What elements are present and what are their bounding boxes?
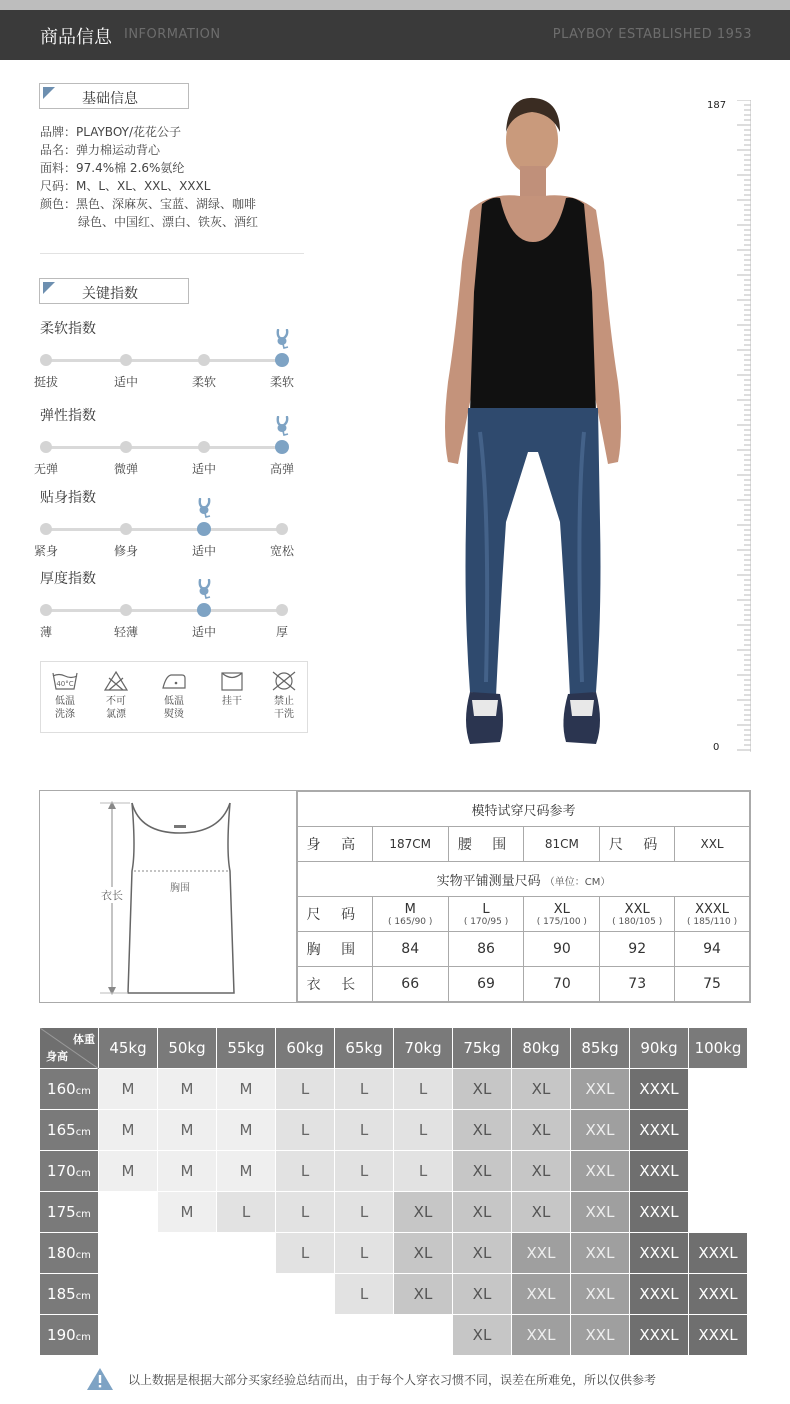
no-dryclean-icon [270, 670, 298, 692]
size-col [448, 897, 524, 932]
height-unit: cm [75, 1127, 91, 1138]
grid-cell: L [335, 1151, 394, 1192]
grid-cell [158, 1274, 217, 1315]
grid-height-header [40, 1069, 99, 1110]
model-waist: 81CM [524, 827, 600, 862]
index-title: 弹性指数 [40, 408, 96, 424]
chest-value: 84 [372, 932, 448, 967]
grid-cell [217, 1315, 276, 1356]
chest-value: 92 [600, 932, 675, 967]
index-dot-selected [275, 440, 289, 454]
length-value: 73 [600, 967, 675, 1002]
corner-weight-label: 体重 [73, 1033, 95, 1046]
index-level-label: 修身 [113, 544, 138, 558]
index-level-label: 轻薄 [113, 625, 138, 639]
care-label: 干洗 [274, 709, 294, 720]
care-item-hang [208, 670, 256, 708]
grid-cell [276, 1315, 335, 1356]
grid-height-header [40, 1274, 99, 1315]
header-brand: PLAYBOY ESTABLISHED 1953 [552, 27, 752, 42]
top-strip [0, 0, 790, 10]
grid-cell [158, 1233, 217, 1274]
basic-info-tag [39, 83, 189, 109]
grid-cell: XXL [512, 1233, 571, 1274]
ruler-bottom-label: 0 [713, 742, 720, 753]
wash-40-icon [52, 670, 78, 692]
grid-cell: L [335, 1069, 394, 1110]
index-dot [276, 604, 288, 616]
grid-weight-header: 90kg [630, 1028, 689, 1069]
grid-height-header [40, 1151, 99, 1192]
grid-cell [217, 1274, 276, 1315]
size-table [297, 791, 750, 1002]
grid-cell: XXL [571, 1069, 630, 1110]
size-spec: ( 165/90 ) [388, 916, 433, 927]
corner-triangle-icon [43, 87, 55, 99]
info-sizes: 尺码：M、L、XL、XXL、XXXL [40, 179, 211, 193]
grid-cell: XXXL [630, 1110, 689, 1151]
grid-cell: M [99, 1110, 158, 1151]
grid-cell: L [276, 1192, 335, 1233]
length-value: 66 [372, 967, 448, 1002]
index-dot [40, 604, 52, 616]
height-unit: cm [75, 1250, 91, 1261]
chest-value: 94 [675, 932, 750, 967]
grid-cell: XL [453, 1233, 512, 1274]
index-level-label: 紧身 [33, 544, 58, 558]
grid-weight-header: 70kg [394, 1028, 453, 1069]
grid-weight-header: 45kg [99, 1028, 158, 1069]
grid-weight-header: 100kg [689, 1028, 748, 1069]
key-index-tag [39, 278, 189, 304]
grid-cell: XL [512, 1069, 571, 1110]
index-level-label: 适中 [191, 625, 216, 639]
disclaimer [86, 1367, 657, 1391]
size-label: 尺 码 [600, 827, 675, 862]
grid-row [40, 1110, 748, 1151]
size-name: XXL [624, 901, 650, 917]
height-value: 180 [47, 1244, 76, 1262]
grid-cell: M [158, 1151, 217, 1192]
index-track [46, 609, 282, 612]
grid-weight-header: 80kg [512, 1028, 571, 1069]
index-track [46, 446, 282, 449]
grid-cell: XXXL [630, 1315, 689, 1356]
info-colors-cont: 绿色、中国红、漂白、铁灰、酒红 [78, 215, 259, 229]
size-reference-box [39, 790, 751, 1003]
chest-value: 86 [448, 932, 524, 967]
chest-value: 90 [524, 932, 600, 967]
disclaimer-text: 以上数据是根据大部分买家经验总结而出，由于每个人穿衣习惯不同，误差在所难免，所以仅供参考 [128, 1373, 657, 1387]
grid-cell: XXXL [630, 1233, 689, 1274]
index-dot [120, 441, 132, 453]
model-photo [420, 92, 660, 752]
no-bleach-icon [103, 670, 129, 692]
grid-cell: XL [453, 1315, 512, 1356]
grid-cell: XL [512, 1151, 571, 1192]
size-name: L [482, 901, 490, 917]
care-item-bleach [92, 670, 140, 721]
index-level-label: 适中 [191, 462, 216, 476]
height-value: 160 [47, 1080, 76, 1098]
grid-row [40, 1233, 748, 1274]
grid-cell: XXL [571, 1151, 630, 1192]
grid-cell [99, 1315, 158, 1356]
model-size: XXL [675, 827, 750, 862]
size-col [524, 897, 600, 932]
grid-cell: M [158, 1069, 217, 1110]
grid-cell: L [394, 1151, 453, 1192]
measure-title: 实物平铺测量尺码 [436, 873, 541, 889]
chest-row-label: 胸 围 [298, 932, 373, 967]
index-dot-selected [197, 603, 211, 617]
index-title: 厚度指数 [40, 571, 96, 587]
grid-cell: M [99, 1069, 158, 1110]
bunny-logo-icon [272, 416, 292, 436]
grid-cell: M [217, 1151, 276, 1192]
index-level-label: 适中 [113, 375, 138, 389]
grid-cell [276, 1274, 335, 1315]
model-ref-title: 模特试穿尺码参考 [298, 792, 750, 827]
grid-cell: XXXL [689, 1233, 748, 1274]
page-header [0, 10, 790, 60]
chest-label: 胸围 [170, 883, 190, 894]
hang-dry-icon [219, 670, 245, 692]
svg-text:40°C: 40°C [56, 680, 74, 688]
grid-cell: L [276, 1151, 335, 1192]
care-label: 低温 [55, 696, 75, 707]
height-value: 190 [47, 1326, 76, 1344]
grid-height-header [40, 1233, 99, 1274]
grid-cell [689, 1192, 748, 1233]
grid-row [40, 1274, 748, 1315]
size-spec: ( 185/110 ) [686, 916, 738, 927]
index-level-label: 挺拔 [33, 375, 58, 389]
index-level-label: 柔软 [191, 375, 216, 389]
index-track [46, 359, 282, 362]
grid-cell: XL [512, 1110, 571, 1151]
index-dot [120, 604, 132, 616]
grid-row [40, 1151, 748, 1192]
grid-cell: XL [453, 1274, 512, 1315]
basic-info-list [40, 123, 258, 231]
grid-weight-header: 75kg [453, 1028, 512, 1069]
index-dot [120, 354, 132, 366]
care-label: 熨烫 [164, 709, 184, 720]
grid-cell: XXL [512, 1315, 571, 1356]
grid-cell: L [217, 1192, 276, 1233]
info-fabric: 面料：97.4%棉 2.6%氨纶 [40, 161, 185, 175]
index-dot-selected [275, 353, 289, 367]
height-value: 170 [47, 1162, 76, 1180]
grid-cell: M [217, 1069, 276, 1110]
index-level-label: 柔软 [269, 375, 294, 389]
header-subtitle: INFORMATION [124, 27, 221, 42]
grid-cell: XL [453, 1151, 512, 1192]
size-col [675, 897, 750, 932]
grid-cell [99, 1192, 158, 1233]
grid-cell: XXXL [630, 1274, 689, 1315]
index-level-label: 宽松 [269, 544, 294, 558]
size-spec: ( 170/95 ) [463, 916, 509, 927]
grid-cell: L [335, 1192, 394, 1233]
height-value: 185 [47, 1285, 76, 1303]
height-label: 身 高 [298, 827, 373, 862]
care-label: 不可 [106, 696, 126, 707]
grid-cell: M [99, 1151, 158, 1192]
height-unit: cm [75, 1086, 91, 1097]
grid-cell: XL [453, 1192, 512, 1233]
grid-height-header [40, 1110, 99, 1151]
index-level-label: 厚 [275, 625, 288, 639]
size-recommend-grid [39, 1027, 748, 1356]
grid-weight-header: 60kg [276, 1028, 335, 1069]
grid-row [40, 1069, 748, 1110]
index-title: 柔软指数 [40, 321, 96, 337]
height-ruler [733, 100, 751, 752]
bunny-logo-icon [272, 329, 292, 349]
grid-cell [217, 1233, 276, 1274]
grid-row [40, 1315, 748, 1356]
size-spec: ( 175/100 ) [536, 916, 587, 927]
height-unit: cm [75, 1332, 91, 1343]
grid-cell: XL [512, 1192, 571, 1233]
index-dot [276, 523, 288, 535]
basic-info-title: 基础信息 [82, 91, 138, 107]
grid-cell: L [335, 1110, 394, 1151]
grid-cell: L [335, 1274, 394, 1315]
waist-label: 腰 围 [448, 827, 524, 862]
index-level-label: 适中 [191, 544, 216, 558]
index-dot [198, 354, 210, 366]
grid-cell: M [158, 1110, 217, 1151]
grid-cell [158, 1315, 217, 1356]
corner-triangle-icon [43, 282, 55, 294]
index-dot [120, 523, 132, 535]
grid-cell: XXXL [630, 1151, 689, 1192]
grid-weight-header: 55kg [217, 1028, 276, 1069]
size-col [372, 897, 448, 932]
grid-cell: XL [453, 1110, 512, 1151]
tank-top-diagram-icon [40, 791, 297, 1002]
grid-cell: XXXL [630, 1192, 689, 1233]
grid-cell: XXL [512, 1274, 571, 1315]
height-unit: cm [75, 1209, 91, 1220]
info-colors: 颜色：黑色、深麻灰、宝蓝、湖绿、咖啡 [40, 197, 257, 211]
corner-height-label: 身高 [46, 1050, 68, 1063]
care-label: 禁止 [274, 696, 294, 707]
grid-weight-header: 50kg [158, 1028, 217, 1069]
index-level-label: 高弹 [269, 462, 294, 476]
length-label: 衣长 [101, 889, 123, 902]
size-col [600, 897, 675, 932]
low-iron-icon [160, 670, 188, 692]
warning-icon [86, 1367, 114, 1391]
height-value: 165 [47, 1121, 76, 1139]
index-dot [40, 441, 52, 453]
grid-cell: XXL [571, 1315, 630, 1356]
info-brand: 品牌：PLAYBOY/花花公子 [40, 125, 181, 139]
grid-row [40, 1192, 748, 1233]
grid-cell [99, 1274, 158, 1315]
length-value: 75 [675, 967, 750, 1002]
grid-cell: L [276, 1233, 335, 1274]
grid-cell: XL [394, 1274, 453, 1315]
bunny-logo-icon [194, 579, 214, 599]
grid-cell: M [217, 1110, 276, 1151]
model-height: 187CM [372, 827, 448, 862]
height-value: 175 [47, 1203, 76, 1221]
grid-cell: L [276, 1110, 335, 1151]
care-item-dryclean [260, 670, 308, 721]
index-track [46, 528, 282, 531]
grid-cell: M [158, 1192, 217, 1233]
height-unit: cm [75, 1168, 91, 1179]
care-label: 低温 [164, 696, 184, 707]
size-name: XL [553, 901, 570, 917]
length-value: 70 [524, 967, 600, 1002]
index-dot [40, 523, 52, 535]
grid-cell [394, 1315, 453, 1356]
grid-cell [689, 1069, 748, 1110]
ruler-top-label: 187 [707, 100, 727, 111]
grid-cell: XXXL [689, 1274, 748, 1315]
care-item-iron [150, 670, 198, 721]
grid-cell [99, 1233, 158, 1274]
grid-height-header [40, 1192, 99, 1233]
grid-cell: L [394, 1069, 453, 1110]
measure-title-cell [298, 862, 750, 897]
grid-weight-header: 85kg [571, 1028, 630, 1069]
grid-corner [40, 1028, 99, 1069]
grid-cell: L [276, 1069, 335, 1110]
length-value: 69 [448, 967, 524, 1002]
divider [40, 253, 304, 254]
grid-cell: XL [453, 1069, 512, 1110]
index-level-label: 薄 [39, 625, 52, 639]
grid-cell [689, 1151, 748, 1192]
grid-cell: L [335, 1233, 394, 1274]
grid-cell: XXL [571, 1274, 630, 1315]
measure-size-label: 尺 码 [298, 897, 373, 932]
index-level-label: 无弹 [33, 462, 58, 476]
grid-cell: XXL [571, 1192, 630, 1233]
height-unit: cm [75, 1291, 91, 1302]
grid-height-header [40, 1315, 99, 1356]
info-product-name: 品名：弹力棉运动背心 [40, 143, 161, 157]
size-spec: ( 180/105 ) [612, 916, 663, 927]
index-dot-selected [197, 522, 211, 536]
care-label: 挂干 [222, 696, 242, 707]
garment-diagram [40, 791, 297, 1002]
index-dot [40, 354, 52, 366]
grid-cell [335, 1315, 394, 1356]
index-dot [198, 441, 210, 453]
grid-cell: XXXL [630, 1069, 689, 1110]
index-title: 贴身指数 [40, 490, 96, 506]
key-index-title: 关键指数 [82, 286, 138, 302]
care-label: 洗涤 [55, 709, 75, 720]
measure-unit: （单位：CM） [544, 876, 611, 888]
size-name: XXXL [695, 901, 730, 917]
grid-cell: XL [394, 1192, 453, 1233]
grid-cell: XL [394, 1233, 453, 1274]
grid-cell: XXL [571, 1110, 630, 1151]
index-level-label: 微弹 [113, 462, 138, 476]
bunny-logo-icon [194, 498, 214, 518]
care-label: 氯漂 [106, 709, 126, 720]
grid-cell: L [394, 1110, 453, 1151]
care-item-wash [41, 670, 89, 721]
header-title: 商品信息 [40, 27, 112, 48]
grid-cell [689, 1110, 748, 1151]
care-instructions [40, 661, 308, 733]
size-name: M [404, 901, 416, 917]
grid-weight-header: 65kg [335, 1028, 394, 1069]
length-row-label: 衣 长 [298, 967, 373, 1002]
grid-cell: XXXL [689, 1315, 748, 1356]
grid-cell: XXL [571, 1233, 630, 1274]
